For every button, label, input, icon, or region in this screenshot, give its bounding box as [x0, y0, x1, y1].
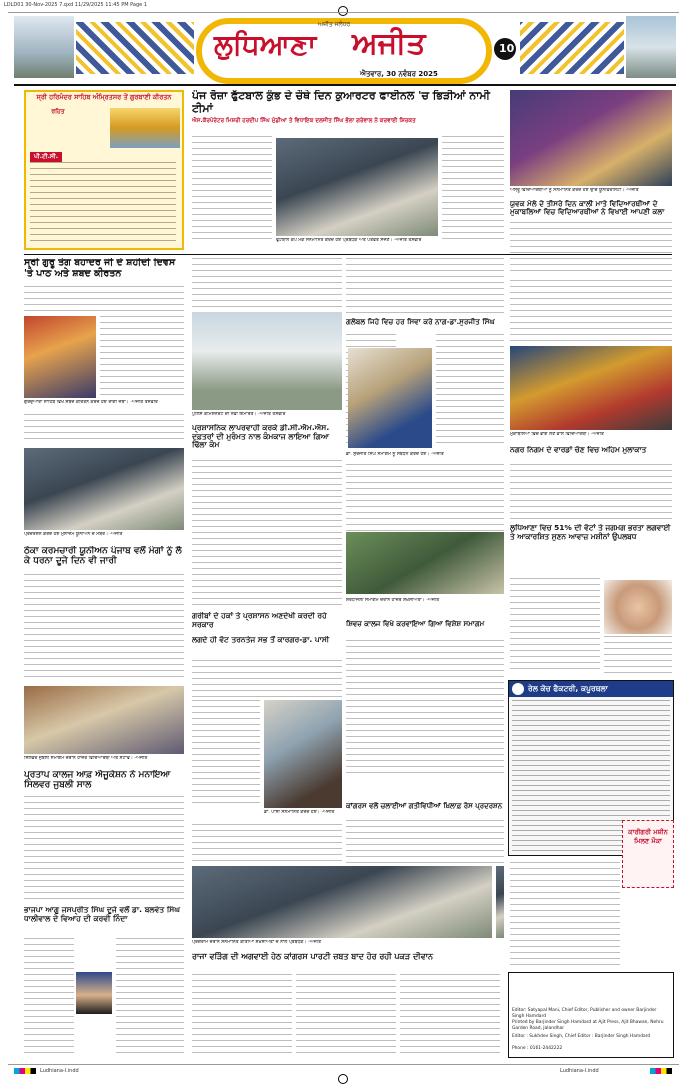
lead-caption: ਫੁੱਟਬਾਲ ਕੱਪ ਮੌਕੇ ਸਨਮਾਨਿਤ ਕਰਦੇ ਹੋਏ ਪ੍ਰਬੰਧਕ ਅਤੇ ਪਤਵੰਤੇ ਸੱਜਣ। -ਅਜੀਤ ਤਸਵੀਰ — [276, 238, 422, 243]
left-body-5 — [24, 796, 184, 900]
karigari-box-title: ਕਾਰੀਗਰੀ ਮਸ਼ੀਨ ਮਿਲਣ ਮੌਕਾ — [628, 828, 668, 845]
mid-body-3 — [436, 334, 504, 448]
left-body-4 — [24, 574, 184, 682]
mid-headline-1: ਗਲੋਬਲ ਜਿਹੇ ਵਿਚ ਹਰ ਸਿਵਾ ਕਰੇ ਨਾਗ-ਡਾ.ਸੁਰਜੀਤ ਸਿੰਘ — [346, 318, 495, 326]
left-body-2 — [100, 316, 184, 398]
masthead-name: ਅਜੀਤ — [352, 26, 426, 61]
surjit-caption: ਡਾ. ਸੁਰਜੀਤ ਸਿੰਘ ਸਮਾਗਮ ਨੂੰ ਸੰਬੋਧਨ ਕਰਦੇ ਹੋਏ। -ਅਜੀਤ — [346, 452, 444, 457]
center-body-6 — [192, 974, 504, 1058]
bottom-print-right: Ludhiana-I.indd — [560, 1068, 599, 1074]
registration-mark — [338, 1074, 348, 1084]
section-rule — [24, 254, 672, 255]
masthead-rule — [14, 84, 676, 86]
mid-body-5 — [346, 640, 504, 774]
center-headline-mid: ਗਰੀਬਾਂ ਦੇ ਹਕਾਂ ਤੇ ਪ੍ਰਸ਼ਾਸਨ ਅਣਦੇਖੀ ਕਰਦੀ ਰਹੇ ਸਰਕਾਰ — [192, 612, 327, 629]
lead-body-left — [192, 136, 272, 244]
football-group-photo — [276, 138, 438, 236]
lead-subhead: ਐਸ.ਕੌਰਪੋਰੇਟਰ ਮਿਸ਼ਰੀ ਹਰਦੀਪ ਸਿੰਘ ਮੁੰਡੀਆਂ ਤੇ ਵਿਧਾਇਕ ਦਲਜੀਤ ਸਿੰਘ ਭੋਲਾ ਗਰੇਵਾਲ ਨੇ ਕਰਵਾਈ ਸ਼ਿਰਕਤ — [192, 118, 416, 124]
masthead-left-photo — [14, 16, 74, 78]
center-headline-mid2: ਲਗਦੇ ਹੀ ਵੋਟ ਤਰਨਤੇਜ ਸਭ ਤੋਂ ਕਾਰਗਰ-ਡਾ. ਪਾਸੀ — [192, 636, 330, 644]
imprint-line-1: Editor: Satyapal Mani, Chief Editor, Publisher and owner Barjinder Singh Hamdard — [512, 1008, 657, 1019]
center-body-3 — [192, 660, 342, 698]
left-body-7 — [116, 938, 184, 1056]
silver-jubilee-caption: ਸਿਲਵਰ ਜੁਬਲੀ ਸਮਾਗਮ ਦੌਰਾਨ ਹਾਜ਼ਰ ਵਿਦਿਆਰਥੀ ਅਤੇ ਸਟਾਫ। -ਅਜੀਤ — [24, 756, 148, 761]
rcf-logo-icon — [512, 683, 524, 695]
right-body-4 — [604, 636, 672, 674]
color-bar — [14, 1068, 36, 1074]
gurbani-label: ਪੀ.ਟੀ.ਸੀ. — [30, 152, 62, 162]
group-award-photo — [192, 866, 492, 938]
masthead-pattern-left — [76, 22, 194, 74]
youth-fest-body — [510, 222, 672, 276]
dr-pasi-photo — [264, 700, 342, 808]
gurbani-box-subtitle: ਰਹਿਤ — [51, 108, 65, 115]
youth-fest-caption: ਅਸ੍ਰੂ ਵਿਦਿਆਰਥੀਆਂ ਨੂੰ ਸਨਮਾਨਿਤ ਕਰਦੇ ਹੋਏ ਉੱਚ ਯੂਨੀਵਰਸਿਟੀ। -ਅਜੀਤ — [510, 188, 639, 193]
right-headline-1: ਨਗਰ ਨਿਗਮ ਦੇ ਵਾਰਡਾਂ ਚੋਣ ਵਿਚ ਅਹਿਮ ਮੁਲਾਕਾਤ — [510, 446, 647, 454]
kirtan-photo — [24, 316, 96, 398]
golden-temple-photo — [110, 108, 180, 148]
gurbani-body — [30, 162, 176, 246]
students-caption: ਮੁਕਾਬਲਿਆਂ ਵਿਚ ਭਾਗ ਲੈਣ ਵਾਲੇ ਵਿਦਿਆਰਥੀ। -ਅਜੀਤ — [510, 432, 604, 437]
masthead-city: ਲੁਧਿਆਣਾ — [214, 28, 317, 61]
lead-body-right — [442, 136, 504, 244]
mid-headline-3: ਕਾਂਗਰਸ ਵਲੋਂ ਚਲਾਈਆਂ ਗਤੀਵਿਧੀਆਂ ਖ਼ਿਲਾਫ਼ ਰੋਸ ਪ੍ਰਦਰਸ਼ਨ — [346, 802, 503, 810]
center-body-5 — [192, 824, 342, 864]
masthead-date: ਐਤਵਾਰ, 30 ਨਵੰਬਰ 2025 — [360, 70, 438, 78]
masthead-tagline: ਅਜੀਤ ਜਲੰਧਰ — [318, 21, 351, 28]
masthead-pattern-right — [520, 22, 624, 74]
masthead-right-photo — [626, 16, 676, 78]
tribute-caption: ਸ਼ਰਧਾਂਜਲੀ ਸਮਾਗਮ ਦੌਰਾਨ ਹਾਜ਼ਰ ਸ਼ਖ਼ਸੀਅਤਾਂ। -ਅਜੀਤ — [346, 598, 440, 603]
protest-caption: ਪ੍ਰਦਰਸ਼ਨ ਕਰਦੇ ਹੋਏ ਮੁਲਾਜ਼ਮ ਯੂਨੀਅਨ ਦੇ ਮੈਂਬਰ। -ਅਜੀਤ — [24, 532, 123, 537]
silver-jubilee-photo — [24, 686, 184, 754]
center-bottom-headline: ਰਾਜਾ ਵੜਿੰਗ ਦੀ ਅਗਵਾਈ ਹੇਠ ਕਾਂਗਰਸ ਪਾਰਟੀ ਜ਼ਬਤ ਬਾਦ ਹੋਰ ਰਹੀ ਪਕੜ ਦੀਵਾਨ — [192, 952, 434, 961]
students-photo — [510, 346, 672, 430]
center-body-1 — [192, 258, 342, 308]
right-body-5 — [510, 862, 620, 970]
group-award-caption: ਪ੍ਰੋਗਰਾਮ ਦੌਰਾਨ ਸਨਮਾਨਿਤ ਕੀਤੀਆਂ ਸ਼ਖ਼ਸੀਅਤਾਂ ਦੇ ਨਾਲ ਪ੍ਰਬੰਧਕ। -ਅਜੀਤ — [192, 940, 322, 945]
mid-body-1 — [346, 258, 504, 314]
left-body-1 — [24, 286, 184, 312]
left-body-3 — [24, 414, 184, 444]
center-body-2 — [192, 460, 342, 608]
left-body-6 — [24, 938, 74, 1056]
right-body-2 — [510, 464, 672, 520]
right-body-3 — [510, 578, 600, 674]
imprint-line-2: Printed by Barjinder Singh Hamdard at Ajit Press, Ajit Bhawan, Nehru Garden Road, Jalandhar — [512, 1020, 664, 1031]
imprint-line-4: Phone : 0161-2442222 — [512, 1046, 563, 1051]
youth-fest-headline: ਯੁਵਕ ਮੇਲੇ ਦੇ ਤੀਸਰੇ ਦਿਨ ਕਾਲੀ ਮਾਤੇ ਵਿਦਿਆਰਥੀਆਂ ਦੇ ਮੁਕਾਬਲਿਆਂ ਵਿਚ ਵਿਦਿਆਰਥੀਆਂ ਨੇ ਵਿਖਾਈ ਆਪਣੀ ਕਲਾ — [510, 200, 665, 217]
building-headline: ਪ੍ਰਸ਼ਾਸਨਿਕ ਲਾਪਰਵਾਹੀ ਕਰਕੇ ਡੀ.ਸੀ.ਐਮ.ਐਸ. ਦਫ਼ਤਰਾਂ ਦੀ ਮੁਰੰਮਤ ਨਾਲ ਕੰਮਕਾਜ ਲਾਇਆ ਗਿਆ ਢਿੱਲਾ ਕੰਮ — [192, 424, 330, 450]
bottom-print-left: Ludhiana-I.indd — [40, 1068, 79, 1074]
group-award-photo-right — [496, 866, 504, 938]
crop-line — [8, 12, 679, 13]
surjit-photo — [348, 348, 432, 448]
portrait-photo — [76, 972, 112, 1014]
right-body-1 — [510, 280, 672, 344]
kirtan-caption: ਗੁਰਦੁਆਰਾ ਸਾਹਿਬ ਵਿਖੇ ਸ਼ਬਦ ਕੀਰਤਨ ਕਰਦੇ ਹੋਏ ਰਾਗੀ ਜਥਾ। -ਅਜੀਤ ਤਸਵੀਰ — [24, 400, 158, 405]
protest-photo — [24, 448, 184, 530]
right-headline-2: ਲੁਧਿਆਣਾ ਵਿਚ 51% ਦੀ ਵੋਟਾਂ ਤੇ ਜਗਮਗ ਭਰਤਾ ਲਗਵਾਈ ਤੇ ਆਕਾਰਸ਼ਿਤ ਸੁਣਨ ਆਵਾਜ਼ ਮਸ਼ੀਨਾਂ ਉਪਲਬਧ — [510, 524, 671, 541]
left-headline-4: ਭਾਜਪਾ ਆਗੂ ਜਸਪ੍ਰੀਤ ਸਿੰਘ ਦੂਜੇ ਵਲੋਂ ਡਾ. ਬਲਵੰਤ ਸਿੰਘ ਧਾਲੀਵਾਲ ਦੇ ਵਿਆਹ ਦੀ ਕਰਵੀ ਨਿੰਦਾ — [24, 906, 180, 923]
gurbani-box-title: ਸ੍ਰੀ ਹਰਿਮੰਦਰ ਸਾਹਿਬ ਅੰਮ੍ਰਿਤਸਰ ਤੋਂ ਗੁਰਬਾਣੀ ਕੀਰਤਨ — [36, 93, 172, 101]
hearing-aid-photo — [604, 580, 672, 634]
crop-line — [8, 1064, 679, 1065]
center-body-4 — [192, 700, 260, 808]
mid-headline-2: ਸ਼ਿਵਜ਼ ਕਾਲਜ ਵਿਖੇ ਕਰਵਾਇਆ ਗਿਆ ਵਿਸ਼ੇਸ਼ ਸਮਾਗਮ — [346, 620, 485, 628]
building-photo — [192, 312, 342, 410]
tribute-photo — [346, 532, 504, 594]
print-strip: LDLD01 30-Nov-2025 7.qxd 11/29/2025 11:45 PM Page 1 — [4, 2, 147, 8]
page-number: 10 — [499, 42, 515, 55]
lead-headline: ਪੰਜ ਰੋਜ਼ਾ ਫੁੱਟਬਾਲ ਕੁੰਭ ਦੇ ਚੌਥੇ ਦਿਨ ਕੁਆਰਟਰ ਫਾਈਨਲ 'ਚ ਭਿੜੀਆਂ ਨਾਮੀ ਟੀਮਾਂ — [192, 90, 490, 115]
mid-body-6 — [346, 820, 504, 864]
left-headline-3: ਪ੍ਰਤਾਪ ਕਾਲਜ ਆਫ਼ ਐਜੂਕੇਸ਼ਨ ਨੇ ਮਨਾਇਆ ਸਿਲਵਰ ਜੁਬਲੀ ਸਾਲ — [24, 770, 171, 791]
color-bar — [650, 1068, 672, 1074]
youth-fest-photo — [510, 90, 672, 186]
dr-pasi-caption: ਡਾ. ਪਾਸੀ ਸਨਮਾਨਿਤ ਕਰਦੇ ਹੋਏ। -ਅਜੀਤ — [264, 810, 335, 815]
building-caption: ਪੁਲਿਸ ਕਮਿਸ਼ਨਰੇਟ ਦੀ ਨਵੀਂ ਇਮਾਰਤ। -ਅਜੀਤ ਤਸਵੀਰ — [192, 412, 286, 417]
mid-body-4 — [346, 464, 504, 532]
registration-mark — [338, 6, 348, 16]
left-headline-1: ਸ੍ਰੀ ਗੁਰੂ ਤੇਗ ਬਹਾਦਰ ਜੀ ਦੇ ਸ਼ਹੀਦੀ ਦਿਵਸ 'ਤੇ ਪਾਠ ਅਤੇ ਸ਼ਬਦ ਕੀਰਤਨ — [24, 258, 176, 279]
imprint-line-3: Editor : Sukhdev Singh, Chief Editor : Barjinder Singh Hamdard — [512, 1034, 651, 1039]
left-headline-2: ਠੇਕਾ ਕਰਮਚਾਰੀ ਯੂਨੀਅਨ ਪੰਜਾਬ ਵਲੋਂ ਮੰਗਾਂ ਨੂੰ ਲੈ ਕੇ ਧਰਨਾ ਦੂਜੇ ਦਿਨ ਵੀ ਜਾਰੀ — [24, 546, 182, 567]
rcf-ad-title: ਰੇਲ ਕੋਚ ਫੈਕਟਰੀ, ਕਪੂਰਥਲਾ — [528, 684, 608, 693]
